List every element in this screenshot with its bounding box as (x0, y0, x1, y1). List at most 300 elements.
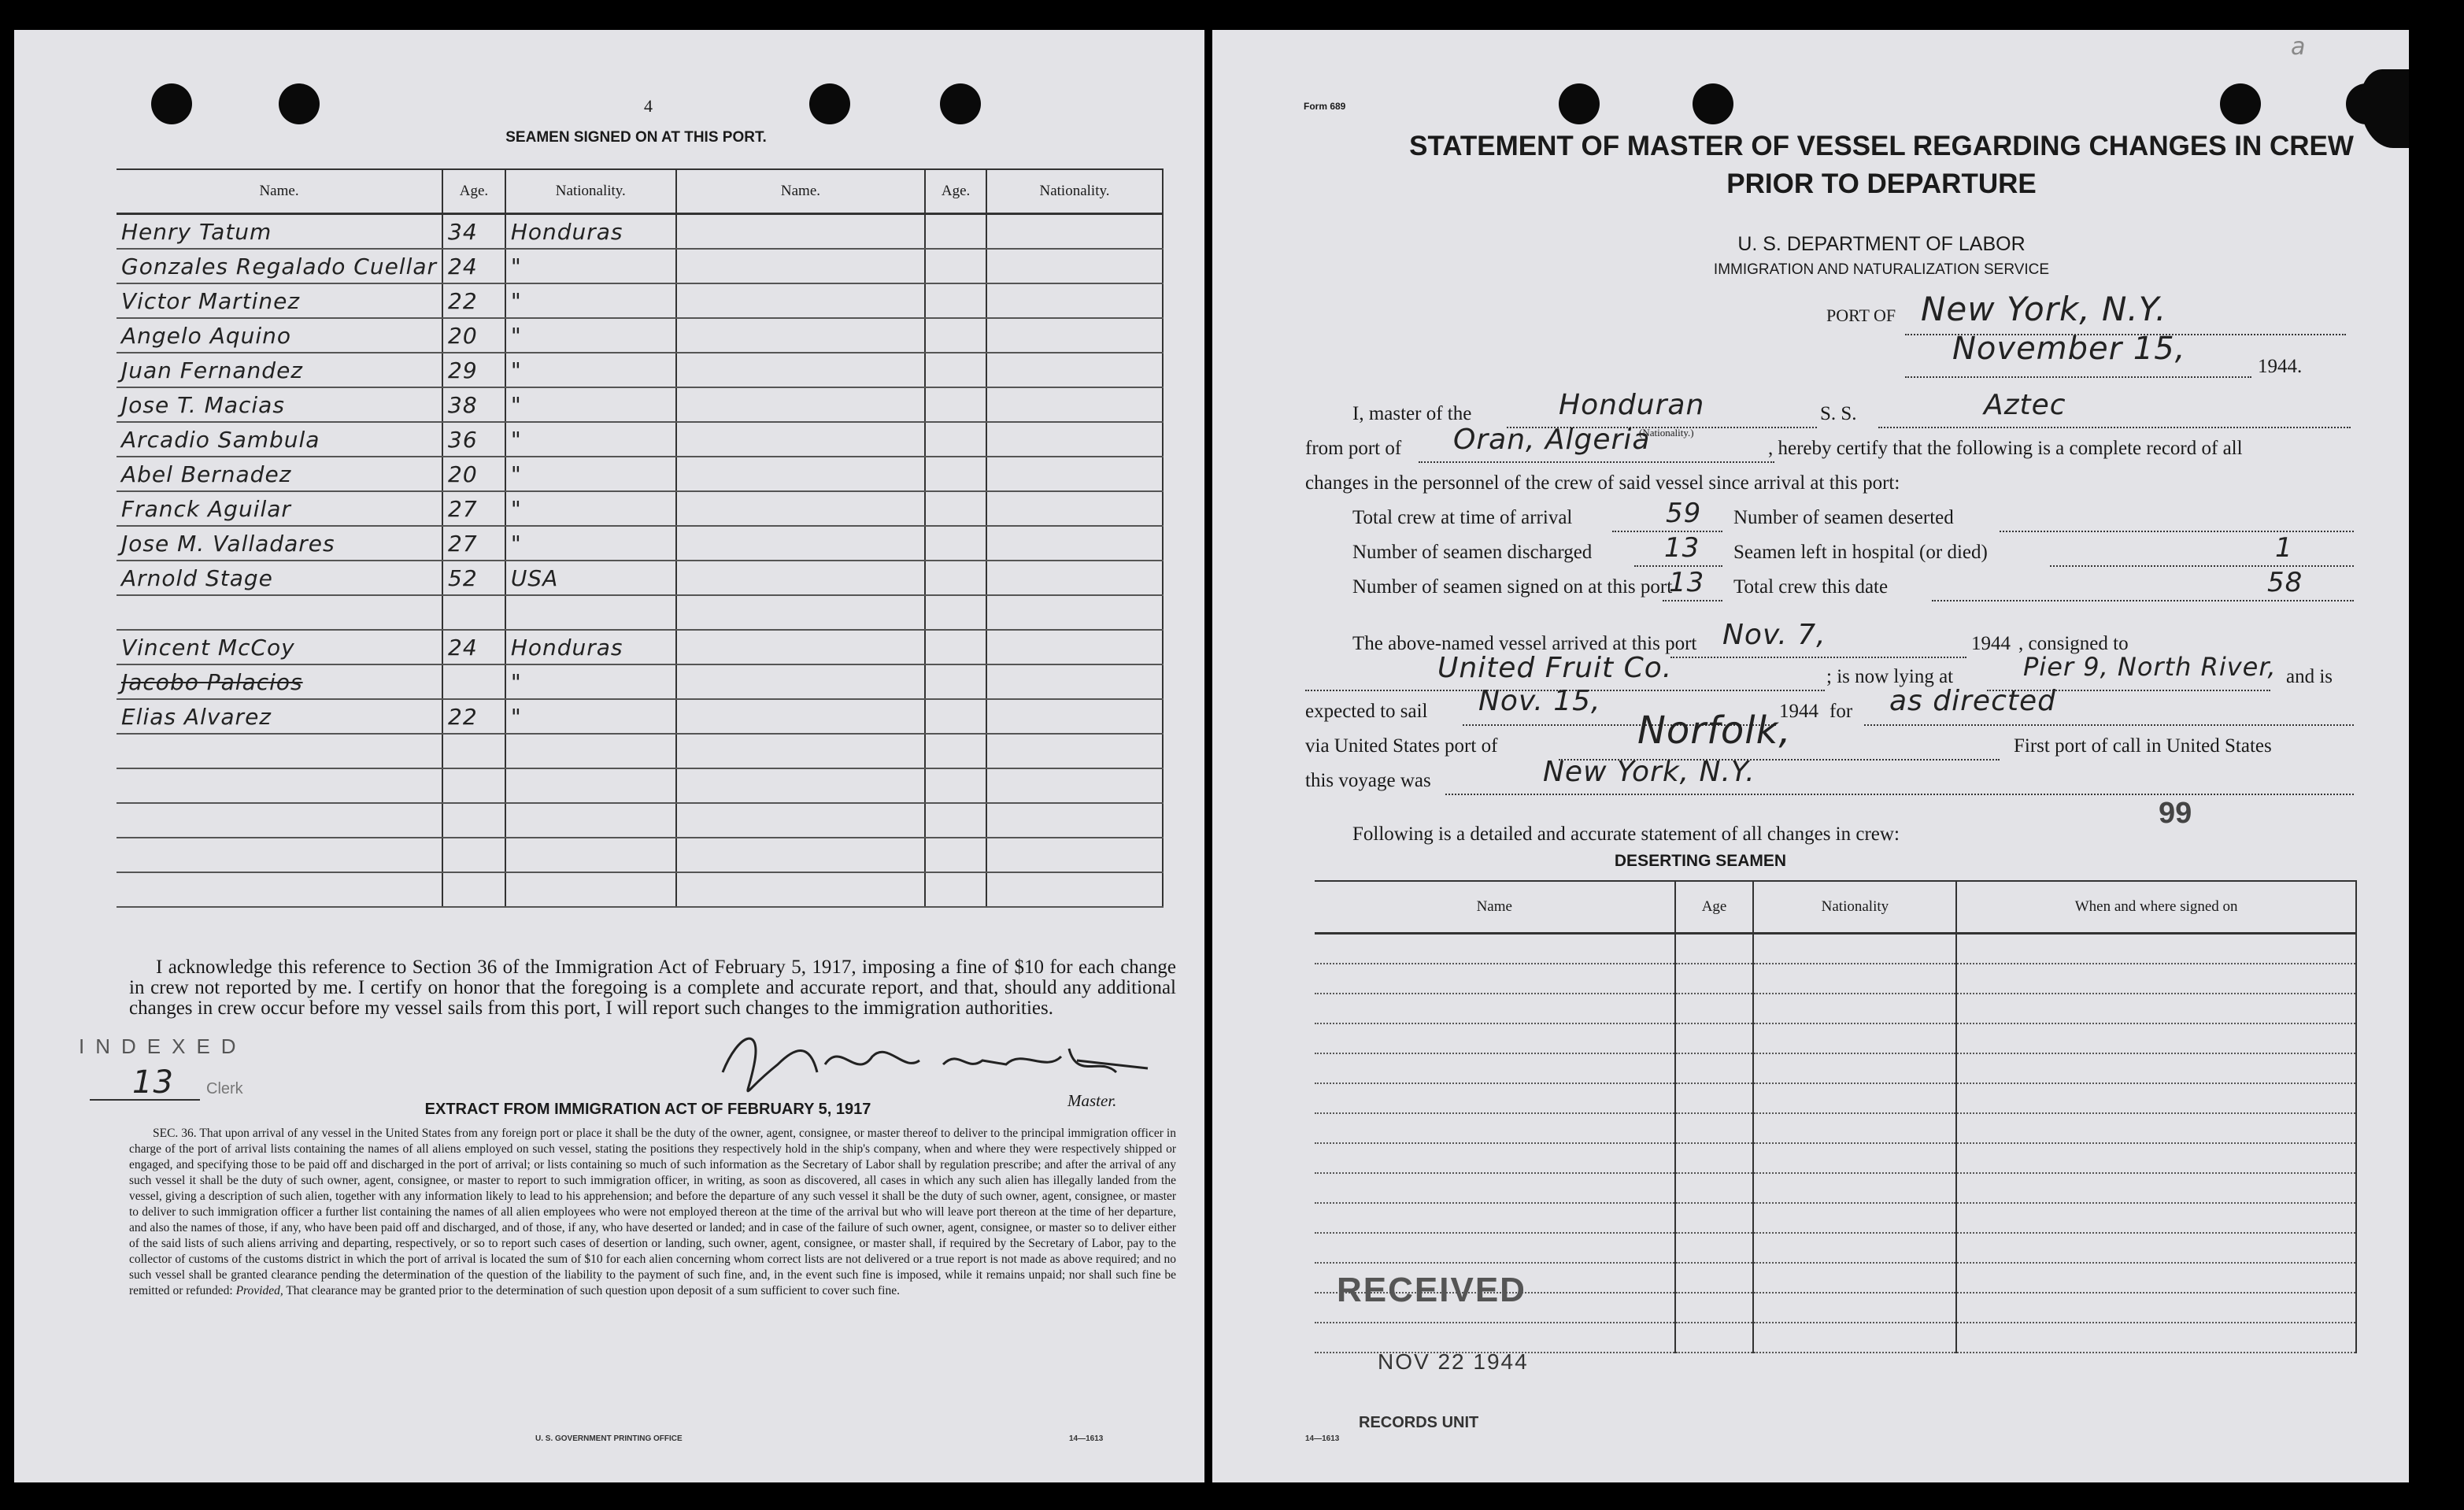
deserter-signed-on (1956, 1323, 2356, 1353)
seaman-age-2 (925, 526, 986, 561)
seamen-signed-on-title: SEAMEN SIGNED ON AT THIS PORT. (505, 129, 767, 146)
extract-title: EXTRACT FROM IMMIGRATION ACT OF FEBRUARY 5, 1917 (424, 1101, 871, 1118)
deserter-signed-on (1956, 1113, 2356, 1143)
col-header-age-2: Age. (925, 169, 986, 214)
seaman-name (117, 768, 442, 803)
certify-text: , hereby certify that the following is a complete record of all (1768, 438, 2243, 459)
seaman-name-2 (676, 768, 925, 803)
seaman-nationality: USA (505, 561, 676, 595)
voyage-label: this voyage was (1305, 770, 1431, 791)
for-label: for (1830, 701, 1853, 722)
page-mark: 99 (2159, 797, 2192, 830)
indexed-stamp: INDEXED (79, 1034, 247, 1058)
seaman-name-2 (676, 838, 925, 872)
following-text: Following is a detailed and accurate statement of all changes in crew: (1352, 823, 1900, 845)
expected-value: Nov. 15, (1478, 685, 1601, 717)
seaman-name (117, 838, 442, 872)
seaman-name: Angelo Aquino (117, 318, 442, 353)
table-row (117, 283, 1163, 318)
deserter-name (1315, 1083, 1675, 1113)
lying-value: Pier 9, North River, (2023, 652, 2277, 682)
seaman-name: Abel Bernadez (117, 457, 442, 491)
seaman-nationality: " (505, 491, 676, 526)
punch-hole (809, 83, 850, 124)
col-header-name-2: Name. (676, 169, 925, 214)
seaman-name (117, 803, 442, 838)
left-page (14, 30, 1204, 1482)
seaman-name-2 (676, 664, 925, 699)
seaman-age-2 (925, 422, 986, 457)
seaman-nationality: Honduras (505, 214, 676, 250)
seaman-age-2 (925, 318, 986, 353)
deserter-signed-on (1956, 1233, 2356, 1263)
table-row (1315, 934, 2356, 964)
form-code-left: 14—1613 (1069, 1434, 1104, 1443)
seaman-name: Jose T. Macias (117, 387, 442, 422)
table-row (1315, 964, 2356, 994)
seaman-age: 52 (442, 561, 505, 595)
seaman-nationality-2 (986, 872, 1163, 907)
seaman-age: 34 (442, 214, 505, 250)
seaman-age (442, 734, 505, 768)
deserter-name (1315, 994, 1675, 1023)
seaman-age-2 (925, 491, 986, 526)
seaman-name: Henry Tatum (117, 214, 442, 250)
seaman-nationality: Honduras (505, 630, 676, 664)
received-stamp: RECEIVED (1337, 1271, 1526, 1309)
deserter-age (1675, 934, 1754, 964)
changes-text: changes in the personnel of the crew of said vessel since arrival at this port: (1305, 472, 1900, 494)
seaman-nationality (505, 768, 676, 803)
seaman-age: 20 (442, 318, 505, 353)
seaman-name-2 (676, 734, 925, 768)
deserter-age (1675, 964, 1754, 994)
deserter-age (1675, 1203, 1754, 1233)
seaman-age-2 (925, 249, 986, 283)
printer-line: U. S. GOVERNMENT PRINTING OFFICE (535, 1434, 683, 1443)
department-label: U. S. DEPARTMENT OF LABOR (1737, 233, 2026, 255)
table-row (117, 526, 1163, 561)
col-header-nationality: Nationality. (505, 169, 676, 214)
table-row (117, 318, 1163, 353)
deserter-signed-on (1956, 1173, 2356, 1203)
from-port-value: Oran, Algeria (1453, 424, 1651, 456)
extract-proviso-label: Provided, (235, 1284, 283, 1297)
seaman-nationality: " (505, 664, 676, 699)
right-page (1212, 30, 2409, 1482)
seaman-nationality: " (505, 249, 676, 283)
seaman-age-2 (925, 838, 986, 872)
seaman-nationality: " (505, 457, 676, 491)
seaman-name-2 (676, 353, 925, 387)
table-row (1315, 1173, 2356, 1203)
punch-hole (940, 83, 981, 124)
col-header-age: Age (1675, 881, 1754, 934)
deserter-nationality (1753, 1113, 1956, 1143)
voyage-value: New York, N.Y. (1543, 756, 1756, 788)
ss-label: S. S. (1820, 403, 1857, 424)
table-row (117, 353, 1163, 387)
seaman-nationality: " (505, 387, 676, 422)
seaman-nationality-2 (986, 526, 1163, 561)
table-row (117, 699, 1163, 734)
indexed-number: 13 (132, 1064, 174, 1101)
seaman-age-2 (925, 734, 986, 768)
total-crew-label: Total crew at time of arrival (1352, 507, 1573, 528)
deserter-name (1315, 934, 1675, 964)
total-this-date-label: Total crew this date (1733, 576, 1889, 598)
ship-name: Aztec (1984, 389, 2066, 421)
seaman-name: Victor Martinez (117, 283, 442, 318)
seaman-name-2 (676, 699, 925, 734)
deserter-signed-on (1956, 964, 2356, 994)
statement-title-1: STATEMENT OF MASTER OF VESSEL REGARDING CHANGES IN CREW (1409, 131, 2354, 161)
deserting-seamen-title: DESERTING SEAMEN (1614, 852, 1787, 870)
seaman-name-2 (676, 630, 925, 664)
seaman-name (117, 872, 442, 907)
deserter-age (1675, 1293, 1754, 1323)
deserter-nationality (1753, 1053, 1956, 1083)
form-code-right: 14—1613 (1305, 1434, 1340, 1443)
seaman-age: 22 (442, 699, 505, 734)
deserter-age (1675, 1143, 1754, 1173)
seaman-age (442, 768, 505, 803)
deserter-age (1675, 1323, 1754, 1353)
table-row (117, 734, 1163, 768)
deserter-nationality (1753, 1023, 1956, 1053)
deserter-name (1315, 1173, 1675, 1203)
table-row (1315, 994, 2356, 1023)
seaman-name (117, 595, 442, 630)
expected-year: 1944 (1779, 701, 1818, 722)
service-label: IMMIGRATION AND NATURALIZATION SERVICE (1713, 261, 2050, 278)
deserter-signed-on (1956, 1293, 2356, 1323)
seaman-nationality: " (505, 283, 676, 318)
seaman-nationality-2 (986, 457, 1163, 491)
table-header-row (117, 169, 1163, 214)
seaman-name-2 (676, 318, 925, 353)
deserter-age (1675, 1083, 1754, 1113)
port-label: PORT OF (1826, 305, 1896, 325)
seaman-nationality: " (505, 526, 676, 561)
seaman-nationality (505, 872, 676, 907)
hospital-label: Seamen left in hospital (or died) (1733, 542, 1988, 563)
hospital-value: 1 (2275, 532, 2293, 564)
table-row (117, 872, 1163, 907)
table-row (117, 491, 1163, 526)
table-row (117, 768, 1163, 803)
consignee-value: United Fruit Co. (1437, 652, 1673, 684)
deserter-nationality (1753, 1323, 1956, 1353)
and-is-label: and is (2286, 666, 2333, 687)
table-row (1315, 1113, 2356, 1143)
col-header-nationality-2: Nationality. (986, 169, 1163, 214)
seaman-nationality-2 (986, 353, 1163, 387)
seaman-age-2 (925, 699, 986, 734)
hospital-field (2050, 550, 2354, 567)
total-this-date-value: 58 (2267, 567, 2303, 598)
deserter-signed-on (1956, 1053, 2356, 1083)
seaman-age-2 (925, 561, 986, 595)
deserter-name (1315, 1233, 1675, 1263)
seaman-nationality-2 (986, 561, 1163, 595)
seaman-age-2 (925, 768, 986, 803)
from-port-label: from port of (1305, 438, 1402, 459)
seaman-name-2 (676, 283, 925, 318)
form-number: Form 689 (1304, 101, 1346, 112)
seaman-age (442, 664, 505, 699)
deserter-age (1675, 1173, 1754, 1203)
table-header-row (1315, 881, 2356, 934)
for-value: as directed (1889, 685, 2056, 717)
table-row (117, 214, 1163, 250)
punch-hole (1559, 83, 1600, 124)
seaman-nationality-2 (986, 803, 1163, 838)
seaman-age (442, 872, 505, 907)
deserter-nationality (1753, 1233, 1956, 1263)
seaman-age: 29 (442, 353, 505, 387)
seaman-name (117, 734, 442, 768)
seaman-name-2 (676, 457, 925, 491)
deserter-nationality (1753, 964, 1956, 994)
seaman-name-2 (676, 422, 925, 457)
deserter-nationality (1753, 1293, 1956, 1323)
seaman-name-2 (676, 249, 925, 283)
seaman-nationality-2 (986, 734, 1163, 768)
deserter-signed-on (1956, 1023, 2356, 1053)
table-row (117, 803, 1163, 838)
seaman-name-2 (676, 803, 925, 838)
seaman-age-2 (925, 872, 986, 907)
deserter-nationality (1753, 1083, 1956, 1113)
expected-label: expected to sail (1305, 701, 1428, 722)
table-row (117, 422, 1163, 457)
deserter-nationality (1753, 1263, 1956, 1293)
seaman-age-2 (925, 283, 986, 318)
seaman-nationality: " (505, 353, 676, 387)
col-header-name: Name. (117, 169, 442, 214)
extract-body: That upon arrival of any vessel in the United States from any foreign port or place it shall be the duty of the owner, agent, consignee, or master thereof to deliver to the principal immigration officer in charge of the port of arrival lists containing the names of all aliens employed on such vessel, stating the positions they respectively hold in the ship's company, when and where they were respectively shipped or engaged, and specifying those to be paid off and discharged in the port of arrival; or lists containing so much of such information as the Secretary of Labor shall by regulation prescribe; and after the arrival of any such vessel it shall be the duty of such owner, agent, consignee, or master to report to such immigration officer, in writing, as soon as discovered, all cases in which any such alien has illegally landed from the vessel, giving a description of such alien, together with any information likely to lead to his apprehension; and before the departure of any such vessel it shall be the duty of such owner, agent, consignee, or master to deliver to such immigration officer a further list containing the names of all alien employees who were not employed thereon at the time of the arrival but who will leave port thereon at the time of her departure, and also the names of those, if any, who have been paid off and discharged, and of those, if any, who have deserted or landed; and in case of the failure of such owner, agent, consignee, or master so to deliver either of the said lists of such aliens arriving and departing, respectively, or so to report such cases of desertion or landing, such owner, agent, consignee, or master shall, if required by the Secretary of Labor, pay to the collector of customs of the customs district in which the port of arrival is located the sum of $10 for each alien concerning whom correct lists are not delivered or a true report is not made as above required; and no such vessel shall be granted clearance pending the determination of the question of the liability to the payment of such fine, and, in the event such fine is imposed, while it remains unpaid; nor shall such fine be remitted or refunded: (129, 1127, 1176, 1297)
seaman-age: 36 (442, 422, 505, 457)
seaman-nationality-2 (986, 283, 1163, 318)
deserter-name (1315, 1113, 1675, 1143)
seaman-age (442, 803, 505, 838)
signed-on-label: Number of seamen signed on at this port (1352, 576, 1673, 598)
table-row (1315, 1083, 2356, 1113)
seaman-nationality-2 (986, 491, 1163, 526)
port-value: New York, N.Y. (1921, 290, 2167, 328)
received-date-stamp: NOV 22 1944 (1378, 1349, 1529, 1374)
seaman-name-2 (676, 561, 925, 595)
seaman-nationality-2 (986, 768, 1163, 803)
date-value: November 15, (1952, 331, 2186, 367)
seaman-name: Vincent McCoy (117, 630, 442, 664)
seaman-age: 20 (442, 457, 505, 491)
col-header-name: Name (1315, 881, 1675, 934)
seaman-nationality-2 (986, 214, 1163, 250)
deserter-age (1675, 1233, 1754, 1263)
corner-note: a (2291, 33, 2307, 61)
seaman-age-2 (925, 387, 986, 422)
seaman-name: Elias Alvarez (117, 699, 442, 734)
seaman-age: 38 (442, 387, 505, 422)
acknowledgment-text: I acknowledge this reference to Section 36 of the Immigration Act of February 5, 1917, imposing a fine of $10 for each change in crew not reported by me. I certify on honor that the foregoing is a complete and accurate report, and that, should any additional changes in crew occur before my vessel sails from this port, I will report such changes to the immigration authorities. (129, 957, 1176, 1019)
seaman-nationality-2 (986, 699, 1163, 734)
deserter-age (1675, 1053, 1754, 1083)
via-label: via United States port of (1305, 735, 1498, 757)
records-unit-stamp: RECORDS UNIT (1359, 1414, 1479, 1431)
consigned-label: , consigned to (2018, 633, 2129, 654)
total-crew-value: 59 (1666, 498, 1702, 529)
clerk-label: Clerk (206, 1080, 243, 1097)
seaman-name: Juan Fernandez (117, 353, 442, 387)
seaman-nationality (505, 734, 676, 768)
table-row (117, 249, 1163, 283)
via-value: Norfolk, (1637, 709, 1792, 753)
seaman-nationality-2 (986, 387, 1163, 422)
table-row (1315, 1203, 2356, 1233)
deserter-age (1675, 1023, 1754, 1053)
date-year: 1944. (2258, 356, 2303, 377)
seaman-name-2 (676, 214, 925, 250)
seaman-name: Jose M. Valladares (117, 526, 442, 561)
table-row (1315, 1023, 2356, 1053)
seaman-age-2 (925, 214, 986, 250)
seaman-age (442, 838, 505, 872)
table-row (117, 561, 1163, 595)
table-row (117, 387, 1163, 422)
deserter-nationality (1753, 994, 1956, 1023)
discharged-label: Number of seamen discharged (1352, 542, 1593, 563)
deserter-name (1315, 1323, 1675, 1353)
punch-hole (2220, 83, 2261, 124)
deserter-name (1315, 1053, 1675, 1083)
seaman-age (442, 595, 505, 630)
col-header-signed-on: When and where signed on (1956, 881, 2356, 934)
seaman-nationality-2 (986, 595, 1163, 630)
deserter-nationality (1753, 1203, 1956, 1233)
table-row (117, 630, 1163, 664)
seaman-nationality: " (505, 318, 676, 353)
master-of-label: I, master of the (1352, 403, 1472, 424)
ship-field (1878, 409, 2351, 428)
col-header-age: Age. (442, 169, 505, 214)
seaman-name-2 (676, 526, 925, 561)
seaman-nationality (505, 838, 676, 872)
table-row (1315, 1323, 2356, 1353)
table-row (117, 457, 1163, 491)
seaman-nationality-2 (986, 249, 1163, 283)
seaman-nationality (505, 595, 676, 630)
table-row (1315, 1143, 2356, 1173)
extract-section: SEC. 36. (153, 1127, 197, 1140)
seaman-age: 24 (442, 630, 505, 664)
lying-label: ; is now lying at (1826, 666, 1954, 687)
extract-proviso: That clearance may be granted prior to the determination of such question upon deposit of a sum sufficient to cover such fine. (286, 1284, 900, 1297)
seaman-nationality-2 (986, 664, 1163, 699)
extract-text (129, 1126, 1176, 1299)
seaman-name-2 (676, 595, 925, 630)
seaman-age: 27 (442, 526, 505, 561)
punch-hole (151, 83, 192, 124)
seaman-name: Arcadio Sambula (117, 422, 442, 457)
master-label: Master. (1067, 1091, 1117, 1110)
seaman-nationality: " (505, 699, 676, 734)
seaman-name: Franck Aguilar (117, 491, 442, 526)
deserter-signed-on (1956, 994, 2356, 1023)
punch-hole (1693, 83, 1733, 124)
arrived-label: The above-named vessel arrived at this port (1352, 633, 1697, 654)
arrived-year: 1944 (1971, 633, 2011, 654)
table-row (1315, 1053, 2356, 1083)
seaman-age-2 (925, 630, 986, 664)
statement-title-2: PRIOR TO DEPARTURE (1726, 168, 2037, 199)
nationality-caption: (Nationality.) (1639, 427, 1694, 439)
table-row (117, 595, 1163, 630)
table-row (117, 838, 1163, 872)
deserter-signed-on (1956, 1203, 2356, 1233)
seaman-name: Arnold Stage (117, 561, 442, 595)
deserter-nationality (1753, 934, 1956, 964)
seaman-name-2 (676, 387, 925, 422)
seaman-nationality-2 (986, 838, 1163, 872)
deserter-signed-on (1956, 1083, 2356, 1113)
deserter-name (1315, 1023, 1675, 1053)
seaman-age-2 (925, 664, 986, 699)
seaman-name-2 (676, 491, 925, 526)
first-call-label: First port of call in United States (2014, 735, 2272, 757)
deserter-age (1675, 1263, 1754, 1293)
deserter-signed-on (1956, 1263, 2356, 1293)
seaman-age-2 (925, 457, 986, 491)
signed-on-value: 13 (1669, 567, 1705, 598)
page-number: 4 (644, 96, 653, 116)
deserted-label: Number of seamen deserted (1733, 507, 1954, 528)
deserter-nationality (1753, 1173, 1956, 1203)
deserted-field (2000, 515, 2354, 532)
seaman-age: 22 (442, 283, 505, 318)
seaman-name: Gonzales Regalado Cuellar (117, 249, 442, 283)
deserter-age (1675, 994, 1754, 1023)
seaman-nationality-2 (986, 422, 1163, 457)
table-row (1315, 1233, 2356, 1263)
seaman-age-2 (925, 353, 986, 387)
deserter-name (1315, 964, 1675, 994)
seaman-nationality (505, 803, 676, 838)
seaman-name: Jacobo Palacios (117, 664, 442, 699)
seaman-name-2 (676, 872, 925, 907)
nationality-value: Honduran (1559, 389, 1705, 421)
seaman-age: 27 (442, 491, 505, 526)
seaman-age-2 (925, 595, 986, 630)
seaman-age-2 (925, 803, 986, 838)
deserter-name (1315, 1143, 1675, 1173)
deserter-age (1675, 1113, 1754, 1143)
deserter-nationality (1753, 1143, 1956, 1173)
seaman-nationality-2 (986, 630, 1163, 664)
arrived-value: Nov. 7, (1722, 619, 1826, 651)
seaman-nationality-2 (986, 318, 1163, 353)
seamen-signed-on-table (117, 168, 1164, 908)
table-row (117, 664, 1163, 699)
punch-hole (279, 83, 320, 124)
deserter-name (1315, 1203, 1675, 1233)
seaman-age: 24 (442, 249, 505, 283)
deserter-signed-on (1956, 1143, 2356, 1173)
col-header-nationality: Nationality (1753, 881, 1956, 934)
deserter-signed-on (1956, 934, 2356, 964)
discharged-value: 13 (1664, 532, 1700, 564)
